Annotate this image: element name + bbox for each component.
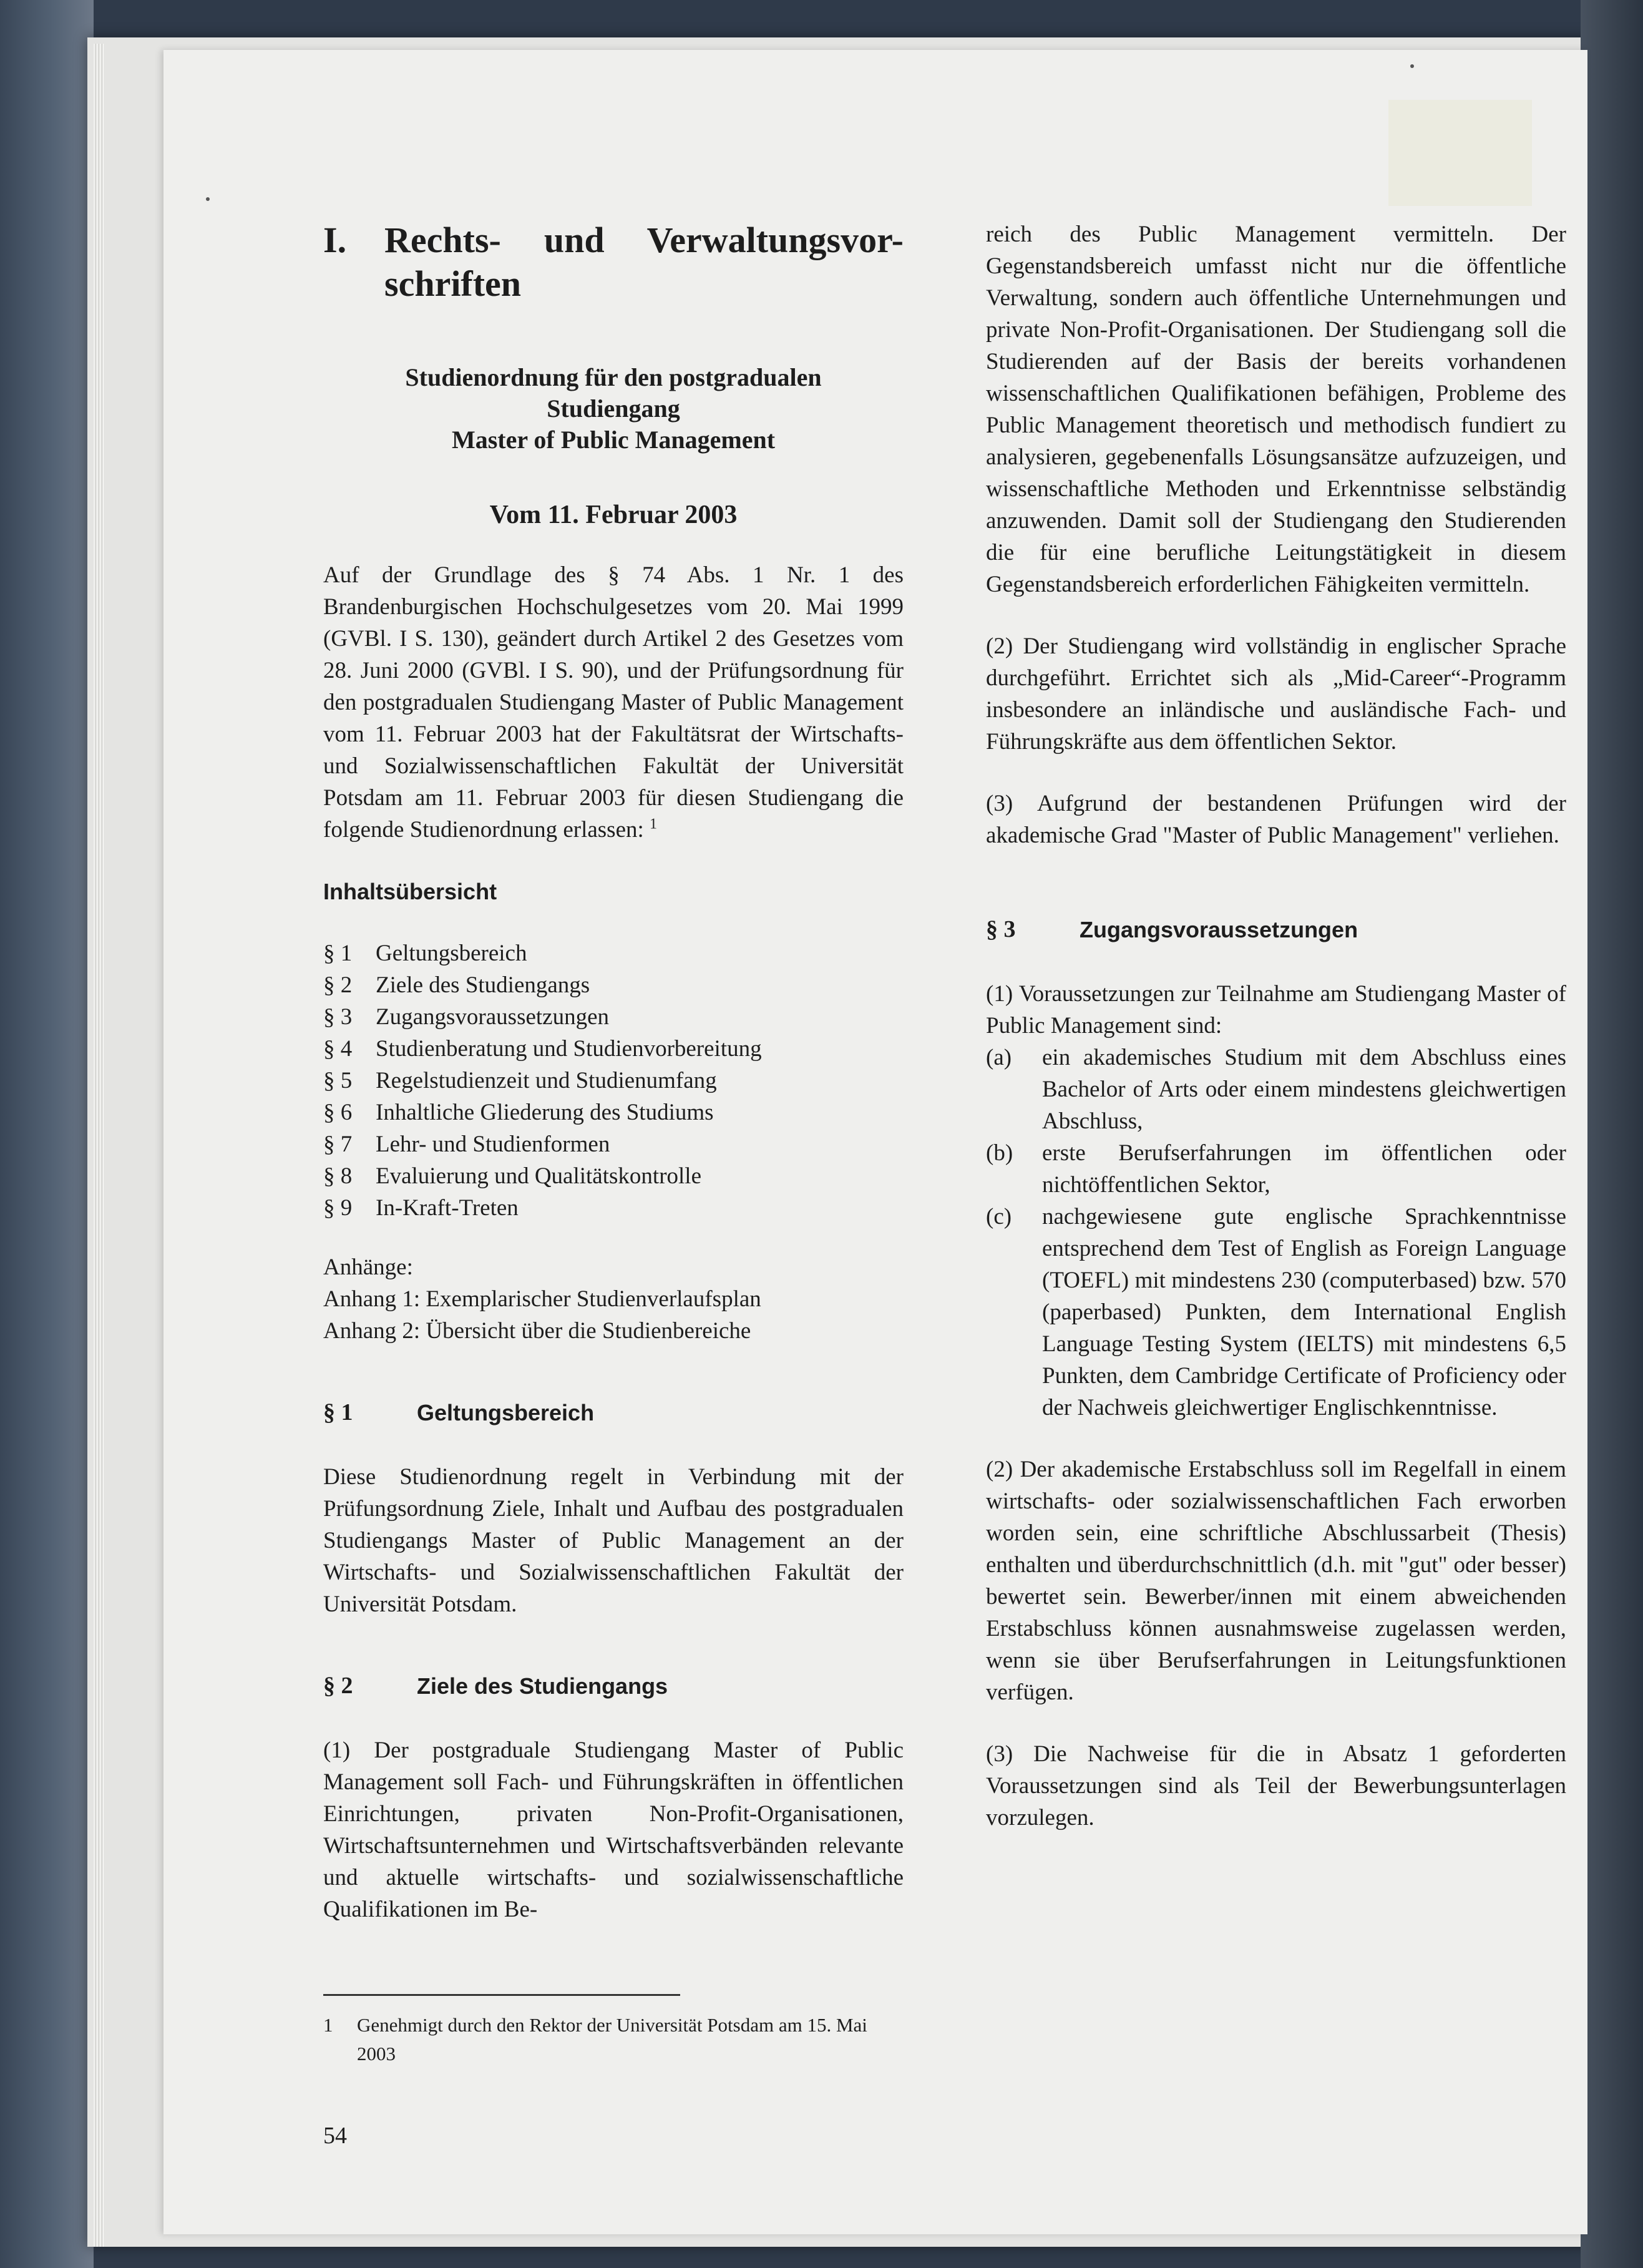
footnote-reference: 1 (650, 816, 658, 833)
section-1-text: Diese Studienordnung regelt in Verbindung mit der Prüfungsordnung Ziele, Inhalt und Aufbau des postgradualen Studiengangs Master of Public Management an der Wirtschafts- und Sozialwissenschaftlichen Fakultät der Universität Potsdam. (323, 1464, 904, 1617)
toc-number: § 3 (323, 1004, 353, 1030)
toc-label: Ziele des Studiengangs (376, 972, 590, 998)
section-3-paragraph-1 (986, 978, 1566, 1424)
appendix-heading: Anhänge: (323, 1254, 413, 1280)
section-number: § 1 (323, 1399, 353, 1425)
list-text: nachgewiesene gute englische Sprachkenntnisse entsprechend dem Test of English as Foreign Language (TOEFL) mit mindestens 230 (computerbased) bzw. 570 (paperbased) Punkten, dem International English Language Testing System (IELTS) mit mindestens 6,5 Punkten, dem Cambridge Certificate of Proficiency oder der Nachweis gleichwertiger Englischkenntnisse. (1042, 1204, 1566, 1420)
subtitle (323, 362, 904, 456)
section-3-paragraph-3: (3) Die Nachweise für die in Absatz 1 geforderten Voraussetzungen sind als Teil der Bewerbungsunterlagen vorzulegen. (986, 1741, 1566, 1831)
footnote-divider (323, 1994, 680, 1996)
section-title: Geltungsbereich (417, 1400, 595, 1425)
section-1-heading (323, 1397, 904, 1429)
appendix-list (323, 1251, 904, 1347)
toc-number: § 8 (323, 1163, 353, 1189)
toc-item (323, 969, 904, 1001)
toc-label: Inhaltliche Gliederung des Studiums (376, 1100, 714, 1125)
toc-number: § 4 (323, 1036, 353, 1062)
footnote-mark: 1 (323, 2014, 333, 2036)
speck (1410, 64, 1414, 68)
list-item (986, 1137, 1566, 1201)
toc-heading: Inhaltsübersicht (323, 879, 497, 904)
paragraph-intro: (1) Voraussetzungen zur Teilnahme am Studiengang Master of Public Management sind: (986, 981, 1566, 1039)
toc-label: Geltungsbereich (376, 941, 527, 966)
toc-number: § 5 (323, 1068, 353, 1093)
section-2-paragraph-1-end: reich des Public Management vermitteln. Der Gegenstandsbereich umfasst nicht nur die öffentliche Verwaltung, sondern auch öffentliche Unternehmungen und private Non-Profit-Organisationen. Der Studiengang soll die Studierenden auf der Basis der bereits vorhandenen wissenschaftlichen Qualifikationen befähigen, Probleme des Public Management theoretisch und methodisch fundiert zu analysieren, gegebenenfalls Lösungsansätze aufzuzeigen, und wissenschaftliche Methoden und Erkenntnisse selbständig anzuwenden. Damit soll der Studiengang den Studierenden die für eine berufliche Leitungstätigkeit in diesem Gegenstandsbereich erforderlichen Fähigkeiten vermitteln. (986, 222, 1566, 597)
title-number: I. (323, 220, 347, 260)
section-3-heading (986, 914, 1566, 946)
toc-label: Evaluierung und Qualitätskontrolle (376, 1163, 701, 1189)
bleed-through-label (1388, 100, 1532, 206)
page-edge-left (94, 44, 105, 2247)
speck (206, 197, 210, 201)
section-2-heading (323, 1670, 904, 1702)
page-title (323, 218, 904, 306)
toc-item (323, 1192, 904, 1224)
list-label: (a) (986, 1045, 1012, 1070)
book-cover-right (1581, 0, 1643, 2268)
title-line: Rechts- und Verwaltungsvor- (384, 220, 904, 260)
title-line: schriften (384, 263, 522, 304)
page-number: 54 (323, 2123, 347, 2149)
section-2-paragraph-2: (2) Der Studiengang wird vollständig in englischer Sprache durchgeführt. Errichtet sich als „Mid-Career“-Programm insbesondere an inländische und ausländische Fach- und Führungskräfte aus dem öffentlichen Sektor. (986, 633, 1566, 755)
list-text: ein akademisches Studium mit dem Abschluss eines Bachelor of Arts oder einem mindestens gleichwertigen Abschluss, (1042, 1045, 1566, 1134)
toc-number: § 7 (323, 1132, 353, 1157)
list-text: erste Berufserfahrungen im öffentlichen oder nichtöffentlichen Sektor, (1042, 1140, 1566, 1198)
subtitle-line: Master of Public Management (451, 426, 776, 454)
list-label: (c) (986, 1204, 1012, 1229)
footnote-text: Genehmigt durch den Rektor der Universität Potsdam am 15. Mai 2003 (357, 2014, 867, 2065)
toc-number: § 9 (323, 1195, 353, 1221)
toc-item (323, 1033, 904, 1065)
list-item (986, 1201, 1566, 1424)
section-number: § 2 (323, 1673, 353, 1699)
subtitle-line: Studiengang (547, 394, 680, 423)
section-number: § 3 (986, 916, 1016, 942)
toc-item (323, 1097, 904, 1128)
toc-label: Regelstudienzeit und Studienumfang (376, 1068, 717, 1093)
toc-label: Lehr- und Studienformen (376, 1132, 610, 1157)
issue-date: Vom 11. Februar 2003 (489, 501, 738, 529)
table-of-contents (323, 937, 904, 1224)
toc-number: § 2 (323, 972, 353, 998)
toc-item (323, 1001, 904, 1033)
subtitle-line: Studienordnung für den postgradualen (405, 363, 822, 391)
section-2-paragraph-3: (3) Aufgrund der bestandenen Prüfungen wird der akademische Grad "Master of Public Management" verliehen. (986, 791, 1566, 848)
toc-number: § 1 (323, 941, 353, 966)
list-label: (b) (986, 1140, 1013, 1166)
section-title: Zugangsvoraussetzungen (1080, 917, 1358, 942)
toc-label: Studienberatung und Studienvorbereitung (376, 1036, 762, 1062)
preamble-text: Auf der Grundlage des § 74 Abs. 1 Nr. 1 des Brandenburgischen Hochschulgesetzes vom 20. Mai 1999 (GVBl. I S. 130), geändert durch Artikel 2 des Gesetzes vom 28. Juni 2000 (GVBl. I S. 90), und der Prüfungsordnung für den postgradualen Studiengang Master of Public Management vom 11. Februar 2003 hat der Fakultätsrat der Wirtschafts- und Sozialwissenschaftlichen Fakultät der Universität Potsdam am 11. Februar 2003 für diesen Studiengang die folgende Studienordnung erlassen: (323, 562, 904, 843)
toc-item (323, 937, 904, 969)
list-item (986, 1042, 1566, 1137)
toc-number: § 6 (323, 1100, 353, 1125)
right-column (986, 218, 1566, 1864)
toc-item (323, 1160, 904, 1192)
left-column (323, 218, 904, 1955)
preamble (323, 559, 904, 846)
section-title: Ziele des Studiengangs (417, 1673, 668, 1699)
appendix-item: Anhang 1: Exemplarischer Studienverlaufsplan (323, 1286, 761, 1312)
toc-item (323, 1065, 904, 1097)
toc-item (323, 1128, 904, 1160)
section-2-paragraph-1-start: (1) Der postgraduale Studiengang Master of Public Management soll Fach- und Führungskräften in öffentlichen Einrichtungen, privaten Non-Profit-Organisationen, Wirtschaftsunternehmen und Wirtschaftsverbänden relevante und aktuelle wirtschafts- und sozialwissenschaftliche Qualifikationen im Be- (323, 1738, 904, 1922)
toc-label: In-Kraft-Treten (376, 1195, 519, 1221)
section-3-paragraph-2: (2) Der akademische Erstabschluss soll im Regelfall in einem wirtschafts- oder sozialwissenschaftlichen Fach erworben worden sein, eine schriftliche Abschlussarbeit (Thesis) enthalten und überdurchschnittlich (d.h. mit "gut" oder besser) bewertet sein. Bewerber/innen mit einem abweichenden Erstabschluss können ausnahmsweise zugelassen werden, wenn sie über Berufserfahrungen in Leitungsfunktionen verfügen. (986, 1457, 1566, 1705)
toc-label: Zugangsvoraussetzungen (376, 1004, 610, 1030)
appendix-item: Anhang 2: Übersicht über die Studienbereiche (323, 1318, 751, 1344)
book-binding (0, 0, 94, 2268)
footnote (323, 2011, 885, 2068)
